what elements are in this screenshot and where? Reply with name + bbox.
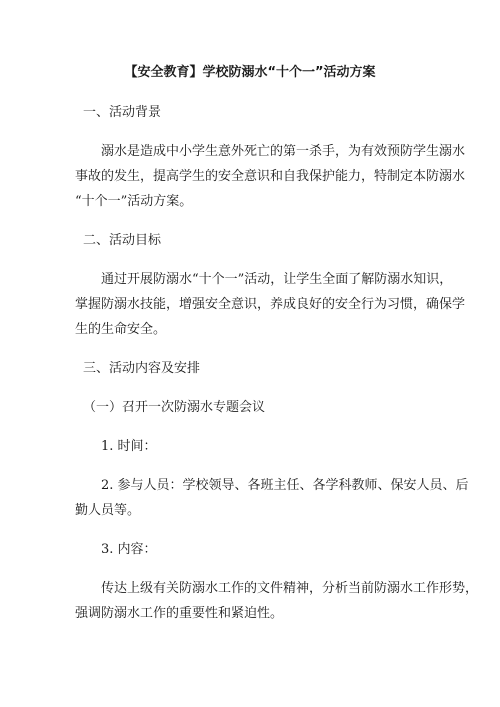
item-participants-line-2: 勤人员等。: [75, 503, 141, 518]
content-line-1: 传达上级有关防溺水工作的文件精神，分析当前防溺水工作形势，: [101, 581, 479, 596]
background-line-1: 溺水是造成中小学生意外死亡的第一杀手，为有效预防学生溺水: [101, 144, 466, 159]
section-heading-background: 一、活动背景: [83, 105, 162, 120]
background-line-3: “十个一”活动方案。: [75, 194, 193, 209]
section-heading-content: 三、活动内容及安排: [83, 361, 201, 376]
section-heading-goals: 二、活动目标: [83, 233, 162, 248]
goals-line-3: 生的生命安全。: [75, 322, 167, 337]
subsection-heading-meeting: （一）召开一次防溺水专题会议: [83, 400, 266, 415]
goals-line-1: 通过开展防溺水“十个一”活动，让学生全面了解防溺水知识，: [101, 272, 453, 287]
content-line-2: 强调防溺水工作的重要性和紧迫性。: [75, 606, 284, 621]
background-line-2: 事故的发生，提高学生的安全意识和自我保护能力，特制定本防溺水: [75, 169, 466, 184]
goals-line-2: 掌握防溺水技能，增强安全意识，养成良好的安全行为习惯，确保学: [75, 297, 466, 312]
document-title: 【安全教育】学校防溺水“十个一”活动方案: [124, 65, 376, 80]
item-participants-line-1: 2. 参与人员：学校领导、各班主任、各学科教师、保安人员、后: [101, 478, 469, 493]
item-time: 1. 时间：: [101, 439, 157, 454]
item-content-label: 3. 内容：: [101, 542, 157, 557]
